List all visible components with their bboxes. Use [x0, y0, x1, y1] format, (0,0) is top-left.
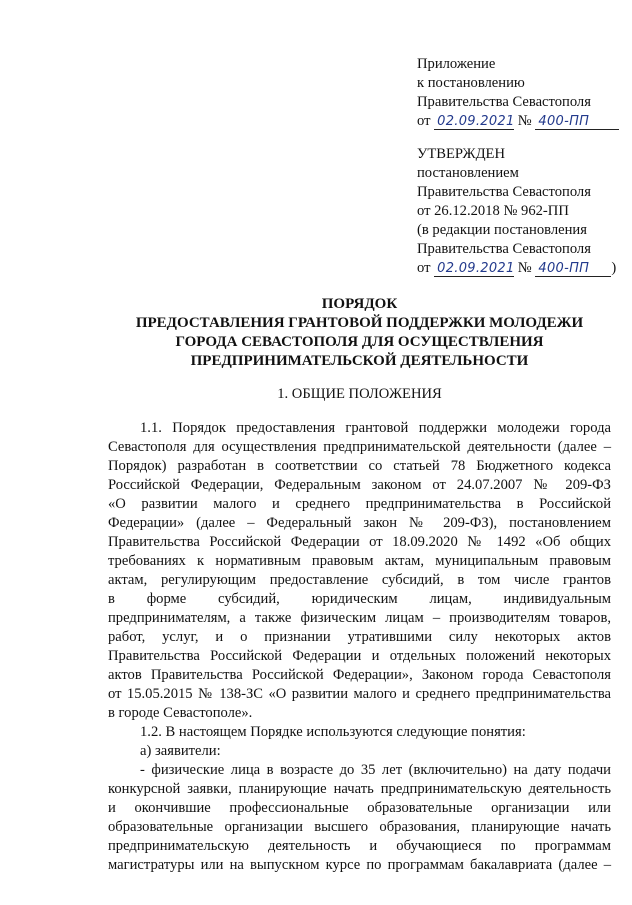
section-heading: 1. ОБЩИЕ ПОЛОЖЕНИЯ: [277, 386, 442, 402]
body-line: актов Правительства Российской Федерации», Законом города Севастополя: [108, 667, 611, 683]
appendix-line-3: Правительства Севастополя: [417, 94, 591, 110]
appendix-from-word: от: [417, 113, 431, 129]
appendix-handwritten-number: 400-ПП: [535, 114, 619, 130]
approved-handwritten-number: 400-ПП: [535, 261, 611, 277]
approved-number-sign: №: [517, 260, 532, 276]
appendix-line-1: Приложение: [417, 56, 496, 72]
document-subtitle-line-1: ПРЕДОСТАВЛЕНИЯ ГРАНТОВОЙ ПОДДЕРЖКИ МОЛОДЕЖИ: [135, 315, 584, 331]
approved-handwritten-date: 02.09.2021: [434, 261, 514, 277]
body-line: Порядок) разработан в соответствии со статьей 78 Бюджетного кодекса: [108, 458, 611, 474]
body-line: от 15.05.2015 № 138-ЗС «О развитии малого и среднего предпринимательства: [108, 686, 611, 702]
document-title: ПОРЯДОК: [321, 296, 398, 312]
body-line: требованиях к нормативным правовым актам, муниципальным правовым: [108, 553, 611, 569]
body-line: образовательные организации высшего образования, планирующие начать: [108, 819, 611, 835]
body-line: 1.2. В настоящем Порядке используются следующие понятия:: [140, 724, 526, 740]
document-subtitle-line-2: ГОРОДА СЕВАСТОПОЛЯ ДЛЯ ОСУЩЕСТВЛЕНИЯ: [175, 334, 544, 350]
body-line: в городе Севастополе».: [108, 705, 253, 721]
body-line: Российской Федерации, Федеральным законом от 24.07.2007 № 209-ФЗ: [108, 477, 611, 493]
body-line: в форме субсидий, юридическим лицам, индивидуальным: [108, 591, 611, 607]
approved-line-3: Правительства Севастополя: [417, 184, 591, 200]
body-line: «О развитии малого и среднего предпринимательства в Российской: [108, 496, 611, 512]
approved-line-6: Правительства Севастополя: [417, 241, 591, 257]
approved-line-4: от 26.12.2018 № 962-ПП: [417, 203, 569, 219]
document-subtitle-line-3: ПРЕДПРИНИМАТЕЛЬСКОЙ ДЕЯТЕЛЬНОСТИ: [190, 353, 529, 369]
body-line: Правительства Российской Федерации и отдельных положений некоторых: [108, 648, 611, 664]
approved-line-5: (в редакции постановления: [417, 222, 587, 238]
body-line: и окончившие профессиональные образовательные организации или: [108, 800, 611, 816]
approved-line-1: УТВЕРЖДЕН: [417, 146, 505, 162]
approved-close-paren: ): [611, 260, 617, 276]
body-line: а) заявители:: [140, 743, 221, 759]
body-line: 1.1. Порядок предоставления грантовой поддержки молодежи города: [140, 420, 611, 436]
appendix-handwritten-date: 02.09.2021: [434, 114, 514, 130]
body-line: Федерации» (далее – Федеральный закон № 209-ФЗ), постановлением: [108, 515, 611, 531]
approved-date-line: [417, 260, 616, 277]
body-line: - физические лица в возрасте до 35 лет (включительно) на дату подачи: [140, 762, 611, 778]
body-line: предпринимательскую деятельность и обучающиеся по программам: [108, 838, 611, 854]
body-line: актам, регулирующим предоставление субсидий, в том числе грантов: [108, 572, 611, 588]
approved-line-2: постановлением: [417, 165, 519, 181]
body-line: предпринимателям, а также физическим лицам – производителям товаров,: [108, 610, 611, 626]
body-line: магистратуры или на выпускном курсе по программам бакалавриата (далее –: [108, 857, 611, 873]
appendix-date-line: [417, 113, 619, 130]
body-line: конкурсной заявки, планирующие начать предпринимательскую деятельность: [108, 781, 611, 797]
body-line: работ, услуг, и о признании утратившими силу некоторых актов: [108, 629, 611, 645]
body-line: Правительства Российской Федерации от 18.09.2020 № 1492 «Об общих: [108, 534, 611, 550]
appendix-line-2: к постановлению: [417, 75, 525, 91]
body-line: Севастополя для осуществления предпринимательской деятельности (далее –: [108, 439, 611, 455]
appendix-number-sign: №: [517, 113, 532, 129]
approved-from-word: от: [417, 260, 431, 276]
